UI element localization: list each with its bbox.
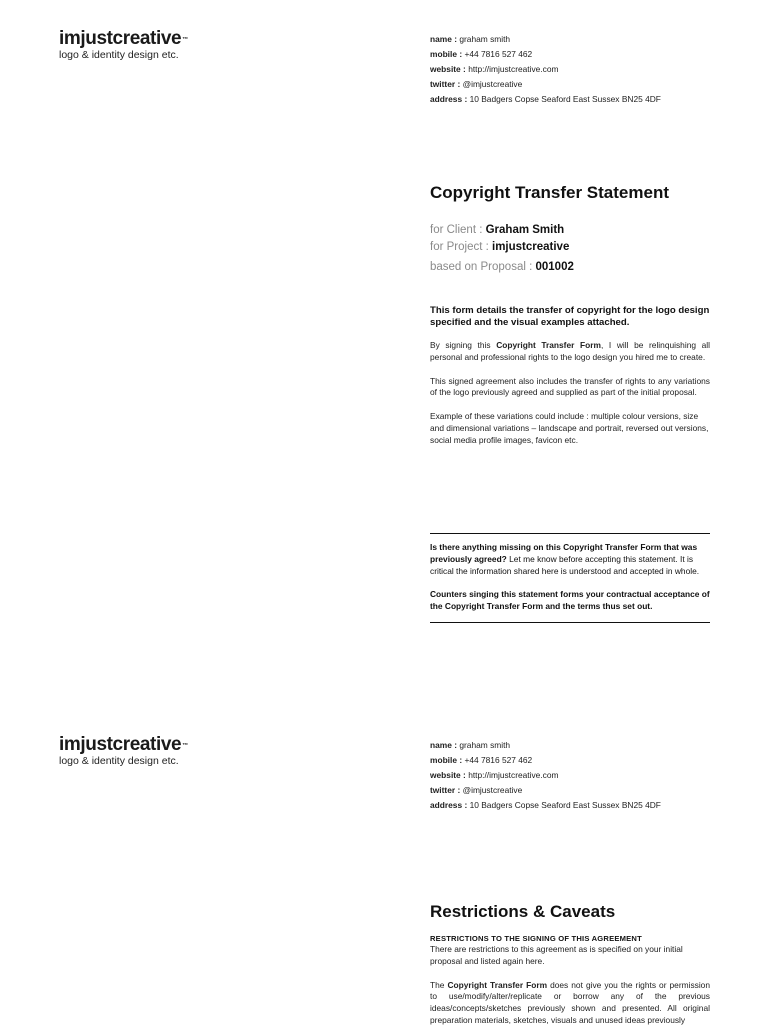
contact-twitter-row: twitter : @imjustcreative xyxy=(430,785,523,795)
meta-proposal: based on Proposal : 001002 xyxy=(430,261,574,273)
body-paragraph: By signing this Copyright Transfer Form, I will be relinquishing all personal and professional rights to the logo design you hired me to create. xyxy=(430,340,711,362)
body-paragraph: The Copyright Transfer Form does not give you the rights or permission to use/modify/alter/replicate or borrow any of the previous ideas/concepts/sketches previously shown and presented. All original preparation materials, sketches, visuals and unused ideas previously xyxy=(430,979,710,1025)
contact-address-row: address : 10 Badgers Copse Seaford East Sussex BN25 4DF xyxy=(430,800,661,810)
contact-label: address xyxy=(430,800,463,810)
contact-value: graham smith xyxy=(459,34,511,44)
twitter-handle: @imjustcreative xyxy=(462,785,523,795)
contact-mobile-row: mobile : +44 7816 527 462 xyxy=(430,755,533,765)
contact-website-row: website : http://imjustcreative.com xyxy=(430,770,559,780)
contact-label: name xyxy=(430,740,452,750)
contact-address-row: address : 10 Badgers Copse Seaford East Sussex BN25 4DF xyxy=(430,94,661,104)
closing-statement: Counters singing this statement forms your contractual acceptance of the Copyright Transfer Form and the terms thus set out. xyxy=(430,589,710,612)
website-link[interactable]: http://imjustcreative.com xyxy=(468,770,559,780)
meta-client: for Client : Graham Smith xyxy=(430,224,565,236)
meta-project: for Project : imjustcreative xyxy=(430,241,570,253)
contact-value: 10 Badgers Copse Seaford East Sussex BN25 4DF xyxy=(469,94,661,104)
section-subheading: RESTRICTIONS TO THE SIGNING OF THIS AGREEMENT xyxy=(430,934,642,943)
contact-label: website xyxy=(430,770,461,780)
body-paragraph: Example of these variations could include : multiple colour versions, size and dimensional variations – landscape and portrait, reversed out versions, social media profile images, favicon etc. xyxy=(430,411,709,445)
acceptance-note: Is there anything missing on this Copyright Transfer Form that was previously agreed? Let me know before accepting this statement. It is critical the information shared here is understood and accepted in whole. Counters singing this statement forms your contractual acceptance of the Copyright Transfer Form and the terms thus set out. xyxy=(430,542,710,612)
contact-details xyxy=(430,738,730,813)
section-title: Restrictions & Caveats xyxy=(430,902,616,921)
contact-twitter-row: twitter : @imjustcreative xyxy=(430,79,523,89)
contact-label: twitter xyxy=(430,79,456,89)
page-title: Copyright Transfer Statement xyxy=(430,183,669,202)
company-logo xyxy=(59,735,259,767)
company-logo xyxy=(59,29,259,61)
contact-label: name xyxy=(430,34,452,44)
restrictions-header xyxy=(430,902,710,922)
statement-meta xyxy=(430,222,710,276)
contact-label: address xyxy=(430,94,463,104)
contact-website-row: website : http://imjustcreative.com xyxy=(430,64,559,74)
website-link[interactable]: http://imjustcreative.com xyxy=(468,64,559,74)
contact-value: +44 7816 527 462 xyxy=(464,49,533,59)
contact-value: 10 Badgers Copse Seaford East Sussex BN25 4DF xyxy=(469,800,661,810)
contact-label: twitter xyxy=(430,785,456,795)
trademark-symbol: ™ xyxy=(182,37,188,43)
logo-tagline: logo & identity design etc. xyxy=(59,755,179,767)
body-paragraph: This signed agreement also includes the transfer of rights to any variations of the logo previously agreed and supplied as part of the initial proposal. xyxy=(430,375,710,398)
missing-question: Is there anything missing on this Copyright Transfer Form that was previously agreed? xyxy=(430,542,698,564)
contact-name-row: name : graham smith xyxy=(430,740,511,750)
statement-body xyxy=(430,340,710,447)
logo-wordmark: imjustcreative xyxy=(59,28,182,49)
statement-header xyxy=(430,183,710,203)
logo-wordmark: imjustcreative xyxy=(59,734,182,755)
divider-line xyxy=(430,622,710,623)
lead-paragraph: This form details the transfer of copyright for the logo design specified and the visual examples attached. xyxy=(430,305,710,328)
twitter-handle: @imjustcreative xyxy=(462,79,523,89)
contact-name-row: name : graham smith xyxy=(430,34,511,44)
contact-mobile-row: mobile : +44 7816 527 462 xyxy=(430,49,533,59)
contact-value: graham smith xyxy=(459,740,511,750)
trademark-symbol: ™ xyxy=(182,743,188,749)
body-paragraph: There are restrictions to this agreement as is specified on your initial proposal and listed again here. xyxy=(430,944,683,966)
contact-label: website xyxy=(430,64,461,74)
contact-label: mobile xyxy=(430,755,457,765)
divider-line xyxy=(430,533,710,534)
contact-label: mobile xyxy=(430,49,457,59)
logo-tagline: logo & identity design etc. xyxy=(59,49,179,61)
restrictions-body xyxy=(430,933,710,1027)
contact-value: +44 7816 527 462 xyxy=(464,755,533,765)
contact-details xyxy=(430,32,730,107)
